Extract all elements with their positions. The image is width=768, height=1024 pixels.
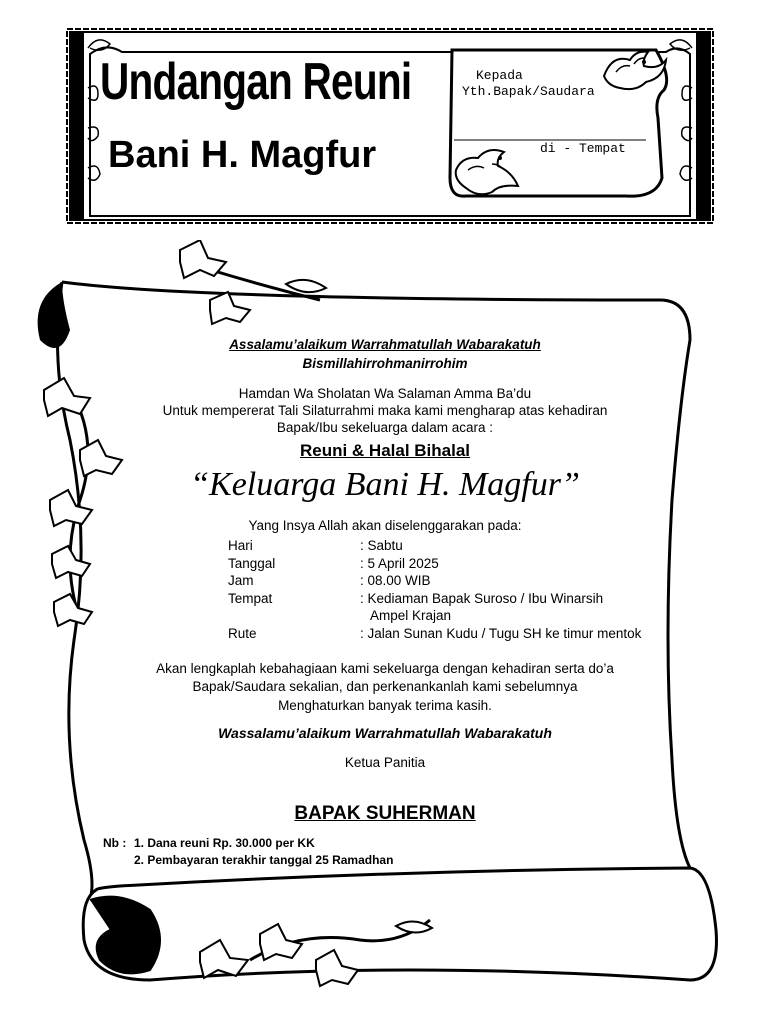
closing-line: Akan lengkaplah kebahagiaan kami sekeluarga dengan kehadiran serta do’a — [156, 661, 614, 676]
intro-line: Hamdan Wa Sholatan Wa Salaman Amma Ba’du — [238, 386, 532, 401]
address-to: Kepada — [476, 68, 523, 83]
event-title: “Keluarga Bani H. Magfur” — [190, 466, 580, 503]
detail-label: Tempat — [228, 591, 273, 606]
detail-label: Hari — [228, 538, 253, 553]
note-item: 2. Pembayaran terakhir tanggal 25 Ramadhan — [134, 853, 394, 867]
detail-label: Rute — [228, 626, 257, 641]
farewell: Wassalamu’alaikum Warrahmatullah Wabarakatuh — [218, 725, 552, 741]
signer-name: BAPAK SUHERMAN — [294, 803, 476, 824]
notes-prefix: Nb : — [103, 836, 127, 850]
basmalah: Bismillahirrohmanirrohim — [302, 356, 468, 371]
invitation-subtitle: Bani H. Magfur — [108, 134, 377, 176]
dove-icon — [452, 148, 524, 198]
detail-value: Ampel Krajan — [370, 608, 452, 623]
address-recipient: Yth.Bapak/Saudara — [462, 84, 595, 99]
detail-value: : Sabtu — [360, 538, 403, 553]
detail-label: Tanggal — [228, 556, 276, 571]
event-name: Reuni & Halal Bihalal — [299, 441, 471, 460]
address-place: di - Tempat — [540, 141, 626, 156]
closing-line: Bapak/Saudara sekalian, dan perkenankanlah kami sebelumnya — [192, 679, 578, 694]
detail-label: Jam — [228, 573, 254, 588]
invitation-title: Undangan Reuni — [100, 53, 412, 111]
detail-value: : Kediaman Bapak Suroso / Ibu Winarsih — [360, 591, 604, 606]
signer-role: Ketua Panitia — [344, 755, 426, 770]
note-item: 1. Dana reuni Rp. 30.000 per KK — [134, 836, 315, 850]
dove-icon — [598, 48, 670, 100]
detail-value: : Jalan Sunan Kudu / Tugu SH ke timur mentok — [360, 626, 642, 641]
greeting: Assalamu’alaikum Warrahmatullah Wabarakatuh — [229, 337, 541, 352]
schedule-intro: Yang Insya Allah akan diselenggarakan pada: — [248, 518, 522, 533]
detail-value: : 5 April 2025 — [360, 556, 439, 571]
closing-line: Menghaturkan banyak terima kasih. — [278, 698, 492, 713]
detail-value: : 08.00 WIB — [360, 573, 431, 588]
intro-line: Untuk mempererat Tali Silaturrahmi maka kami mengharap atas kehadiran — [162, 403, 608, 418]
intro-line: Bapak/Ibu sekeluarga dalam acara : — [276, 420, 494, 435]
